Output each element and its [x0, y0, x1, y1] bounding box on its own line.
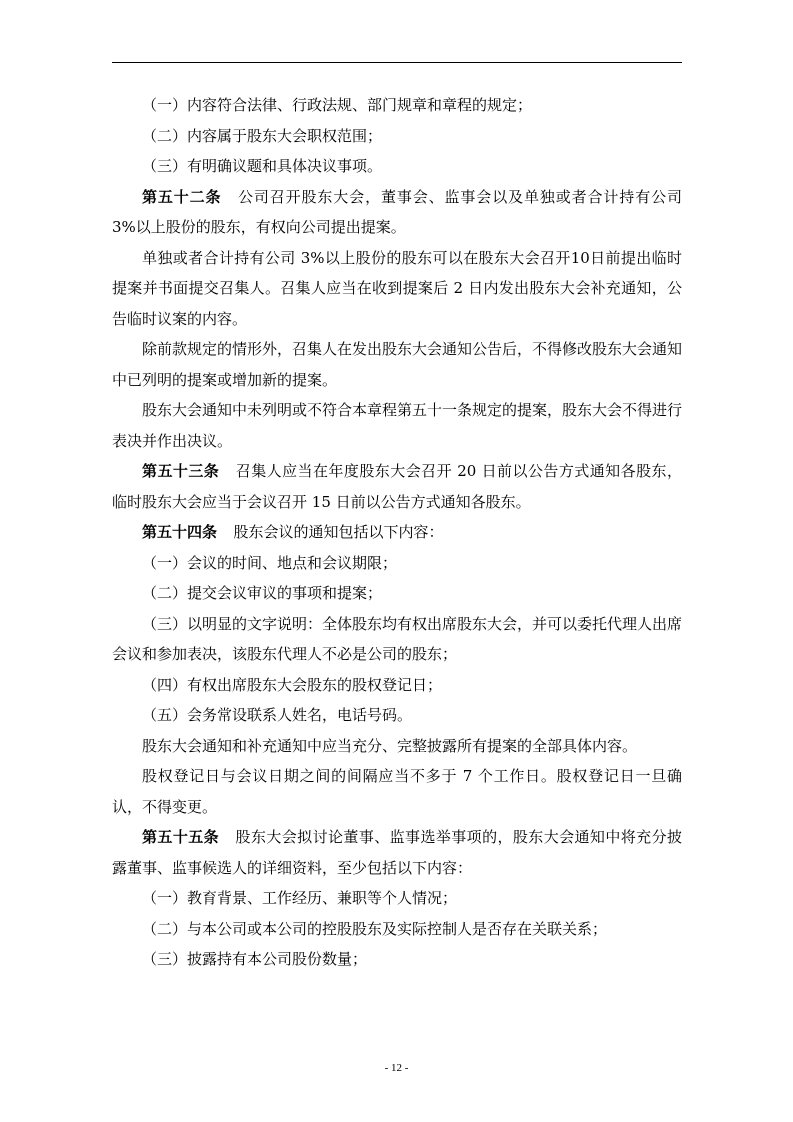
paragraph-text: 股东会议的通知包括以下内容：: [233, 523, 444, 541]
header-rule: [112, 62, 682, 63]
paragraph-text: 除前款规定的情形外，召集人在发出股东大会通知公告后，不得修改股东大会通知中已列明的提案或增加新的提案。: [112, 340, 683, 389]
document-body: [112, 90, 682, 975]
paragraph-text: （三）有明确议题和具体决议事项。: [142, 157, 383, 175]
paragraph-text: 股东大会通知和补充通知中应当充分、完整披露所有提案的全部具体内容。: [142, 736, 638, 755]
paragraph: [112, 456, 682, 517]
paragraph: [112, 395, 682, 456]
page-number: - 12 -: [384, 1062, 409, 1074]
paragraph-text: （一）内容符合法律、行政法规、部门规章和章程的规定；: [142, 96, 533, 114]
paragraph-text: （四）有权出席股东大会股东的股权登记日；: [142, 675, 443, 694]
paragraph-text: （五）会务常设联系人姓名，电话号码。: [142, 706, 413, 724]
paragraph: [112, 670, 682, 701]
paragraph: [112, 883, 682, 914]
paragraph-text: 股东大会拟讨论董事、监事选举事项的，股东大会通知中将充分披露董事、监事候选人的详细资料，至少包括以下内容：: [112, 828, 682, 877]
article-number: 第五十三条: [142, 462, 220, 480]
paragraph: [112, 517, 682, 548]
paragraph: [112, 334, 682, 395]
paragraph: [112, 822, 682, 883]
paragraph: [112, 609, 682, 670]
paragraph: [112, 151, 682, 182]
article-number: 第五十二条: [142, 187, 222, 206]
paragraph-text: 股权登记日与会议日期之间的间隔应当不多于 7 个工作日。股权登记日一旦确认，不得变更。: [112, 767, 682, 816]
paragraph: [112, 578, 682, 609]
paragraph-text: （二）与本公司或本公司的控股股东及实际控制人是否存在关联关系；: [142, 919, 608, 938]
paragraph-text: （三）以明显的文字说明：全体股东均有权出席股东大会，并可以委托代理人出席会议和参加表决，该股东代理人不必是公司的股东；: [112, 614, 683, 663]
paragraph-text: （二）内容属于股东大会职权范围；: [142, 126, 383, 145]
paragraph-text: （二）提交会议审议的事项和提案；: [142, 584, 383, 602]
paragraph: [112, 944, 682, 975]
paragraph: [112, 548, 682, 579]
paragraph: [112, 243, 682, 335]
paragraph-text: 单独或者合计持有公司 3%以上股份的股东可以在股东大会召开10日前提出临时提案并书面提交召集人。召集人应当在收到提案后 2 日内发出股东大会补充通知，公告临时议案的内容。: [112, 248, 682, 328]
paragraph-text: （三）披露持有本公司股份数量；: [142, 950, 368, 968]
paragraph: [112, 731, 682, 762]
article-number: 第五十五条: [142, 828, 220, 846]
paragraph: [112, 914, 682, 945]
paragraph-text: （一）教育背景、工作经历、兼职等个人情况；: [142, 889, 458, 907]
paragraph-text: 公司召开股东大会，董事会、监事会以及单独或者合计持有公司 3%以上股份的股东，有权向公司提出提案。: [112, 187, 682, 236]
article-number: 第五十四条: [142, 523, 218, 541]
paragraph: [112, 121, 682, 152]
paragraph-text: 召集人应当在年度股东大会召开 20 日前以公告方式通知各股东，临时股东大会应当于会议召开 15 日前以公告方式通知各股东。: [112, 462, 682, 511]
paragraph: [112, 700, 682, 731]
paragraph: [112, 90, 682, 121]
paragraph: [112, 182, 682, 243]
paragraph: [112, 761, 682, 822]
paragraph-text: （一）会议的时间、地点和会议期限；: [142, 553, 398, 572]
paragraph-text: 股东大会通知中未列明或不符合本章程第五十一条规定的提案，股东大会不得进行表决并作出决议。: [112, 401, 683, 450]
